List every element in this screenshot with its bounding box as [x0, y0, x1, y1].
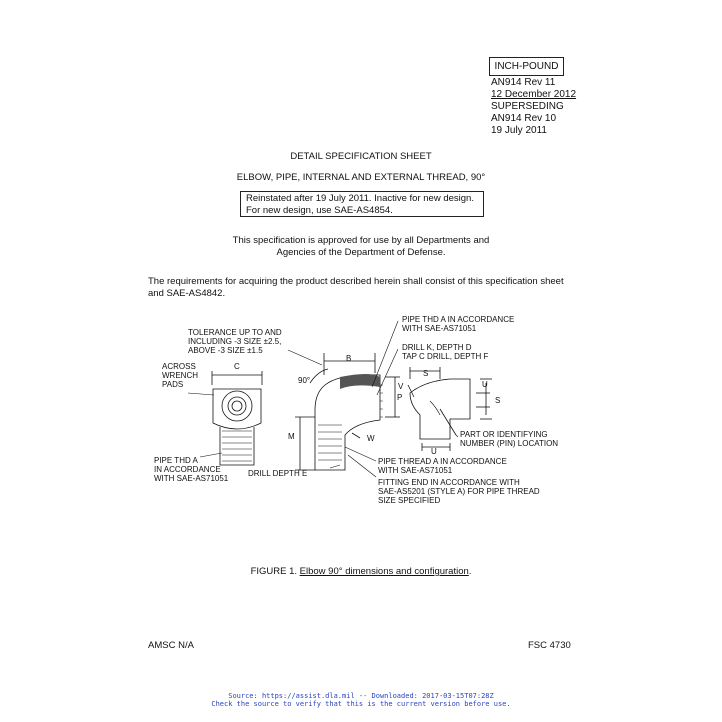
across-label-1: ACROSS: [162, 362, 196, 371]
part-number-label-1: PART OR IDENTIFYING: [460, 430, 548, 439]
document-number: AN914 Rev 11: [491, 77, 556, 88]
notice-line-1: Reinstated after 19 July 2011. Inactive for new design.: [246, 193, 474, 204]
footer-amsc: AMSC N/A: [148, 640, 194, 651]
drill-depth-e-label: DRILL DEPTH E: [248, 469, 308, 478]
approval-line-1: This specification is approved for use by all Departments and: [232, 235, 490, 246]
pipe-left-label-2: IN ACCORDANCE: [154, 465, 221, 474]
figure-caption: [0, 566, 722, 577]
superseded-date: 19 July 2011: [491, 125, 547, 136]
requirements-paragraph: The requirements for acquiring the product described herein shall consist of this specification sheet and SAE-AS4842.: [148, 276, 564, 299]
approval-line-2: Agencies of the Department of Defense.: [276, 247, 446, 258]
dim-b-label: B: [346, 354, 352, 363]
dim-s-top-label: S: [423, 369, 429, 378]
pipe-thread-label-2: WITH SAE-AS71051: [378, 466, 453, 475]
angle-label: 90°: [298, 376, 311, 385]
dim-c-label: C: [234, 362, 240, 371]
notice-line-2: For new design, use SAE-AS4854.: [246, 205, 393, 216]
pipe-left-label-1: PIPE THD A: [154, 456, 198, 465]
caption-prefix: FIGURE 1.: [250, 566, 300, 577]
tolerance-label-3: ABOVE -3 SIZE ±1.5: [188, 346, 263, 355]
pipe-thread-label-1: PIPE THREAD A IN ACCORDANCE: [378, 457, 507, 466]
pipe-thd-a-label-1: PIPE THD A IN ACCORDANCE: [402, 315, 515, 324]
dim-m-label: M: [288, 432, 295, 441]
elbow-drawing: [140, 305, 580, 520]
dim-s-side-label: S: [495, 396, 501, 405]
superseded-number: AN914 Rev 10: [491, 113, 557, 124]
notice-box: [240, 191, 484, 217]
pipe-left-label-3: WITH SAE-AS71051: [154, 474, 229, 483]
dim-u-bottom-label: U: [431, 447, 437, 456]
drill-k-label-1: DRILL K, DEPTH D: [402, 343, 472, 352]
document-date: 12 December 2012: [491, 89, 577, 100]
section-view: [295, 353, 403, 470]
across-label-2: WRENCH: [162, 371, 198, 380]
part-number-label-2: NUMBER (PIN) LOCATION: [460, 439, 559, 448]
tolerance-label-2: INCLUDING -3 SIZE ±2.5,: [188, 337, 282, 346]
dim-v-label: V: [398, 382, 404, 391]
pipe-thd-a-label-2: WITH SAE-AS71051: [402, 324, 477, 333]
fitting-end-label-2: SAE-AS5201 (STYLE A) FOR PIPE THREAD: [378, 487, 540, 496]
dim-w-label: W: [367, 434, 375, 443]
fitting-end-label-3: SIZE SPECIFIED: [378, 496, 441, 505]
footer-fsc: FSC 4730: [528, 640, 571, 651]
front-view: [212, 371, 262, 465]
caption-title: Elbow 90° dimensions and configuration: [299, 566, 469, 577]
page-title: DETAIL SPECIFICATION SHEET: [290, 151, 432, 162]
fitting-end-label-1: FITTING END IN ACCORDANCE WITH: [378, 478, 520, 487]
dim-p-label: P: [397, 393, 403, 402]
source-line-1: Source: https://assist.dla.mil -- Downloaded: 2017-03-15T07:28Z: [228, 692, 494, 700]
source-line-2: Check the source to verify that this is the current version before use.: [211, 700, 511, 708]
page-subtitle: ELBOW, PIPE, INTERNAL AND EXTERNAL THREAD, 90°: [236, 172, 486, 183]
drill-k-label-2: TAP C DRILL, DEPTH F: [402, 352, 489, 361]
superseding-label: SUPERSEDING: [491, 101, 564, 112]
tolerance-label-1: TOLERANCE UP TO AND: [188, 328, 282, 337]
dim-u-top-label: U: [482, 380, 488, 389]
inch-pound-stamp: INCH-POUND: [489, 57, 564, 76]
across-label-3: PADS: [162, 380, 184, 389]
caption-suffix: .: [468, 566, 472, 577]
